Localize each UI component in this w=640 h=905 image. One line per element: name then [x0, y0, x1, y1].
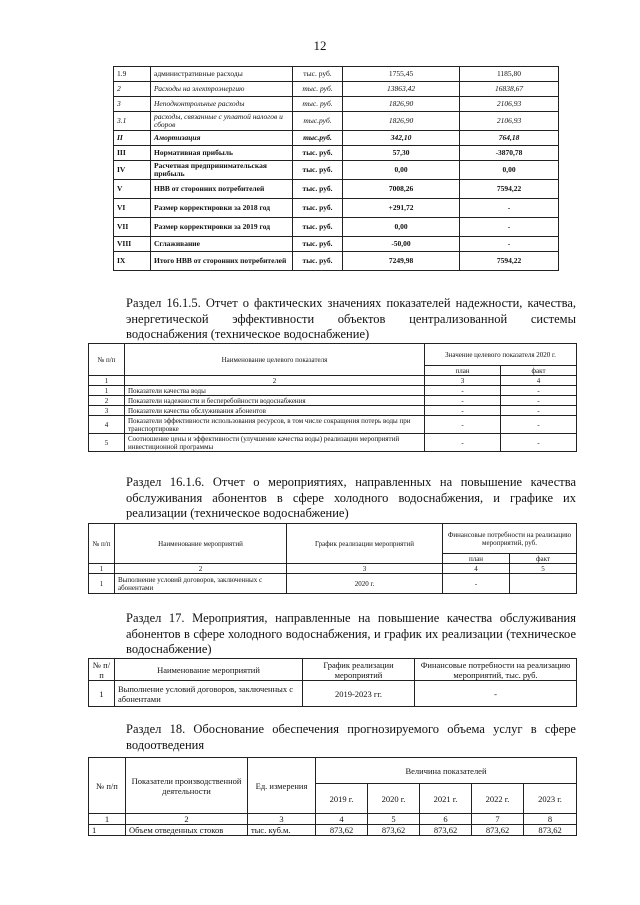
cell-name: Неподконтрольные расходы: [151, 97, 293, 112]
index-cell: 5: [368, 814, 420, 825]
index-cell: 3: [248, 814, 316, 825]
cell-name: Соотношение цены и эффективности (улучшение качества воды) реализации мероприятий инвестиционной программы: [125, 434, 425, 452]
index-cell: 2: [115, 564, 287, 574]
row-plan: -: [443, 574, 510, 594]
table-row: [114, 218, 559, 237]
index-cell: 4: [501, 376, 577, 386]
row-name: Выполнение условий договоров, заключенных с абонентами: [115, 681, 303, 707]
cell-num: 2: [114, 82, 151, 97]
cell-v2: 764,18: [460, 131, 559, 146]
table-row: [114, 131, 559, 146]
header-schedule: График реализации мероприятий: [303, 659, 415, 681]
cell-v2: 0,00: [460, 161, 559, 180]
row-value: 873,62: [368, 825, 420, 836]
index-cell: 3: [425, 376, 501, 386]
table-row: [114, 67, 559, 82]
index-cell: 2: [125, 376, 425, 386]
header-name: Показатели производственной деятельности: [126, 758, 248, 814]
cell-v1: 0,00: [343, 161, 460, 180]
section-18-heading: Раздел 18. Обоснование обеспечения прогнозируемого объема услуг в сфере водоотведения: [126, 722, 576, 752]
row-num: 1: [89, 574, 115, 594]
cell-num: VI: [114, 199, 151, 218]
index-cell: 1: [89, 376, 125, 386]
cell-v1: 1826,90: [343, 112, 460, 131]
cell-plan: -: [425, 396, 501, 406]
index-cell: 2: [126, 814, 248, 825]
row-value: 873,62: [316, 825, 368, 836]
page-number: 12: [313, 38, 327, 53]
row-value: 873,62: [524, 825, 577, 836]
cell-v2: 1185,80: [460, 67, 559, 82]
cell-v2: -: [460, 199, 559, 218]
table-row: [114, 146, 559, 161]
index-cell: 8: [524, 814, 577, 825]
cell-num: 3: [114, 97, 151, 112]
cell-unit: тыс. руб.: [293, 180, 343, 199]
table-row: [114, 112, 559, 131]
cell-unit: тыс. руб.: [293, 146, 343, 161]
cell-v1: +291,72: [343, 199, 460, 218]
header-unit: Ед. измерения: [248, 758, 316, 814]
section-16-1-6-table: [88, 523, 577, 594]
cell-plan: -: [425, 416, 501, 434]
cell-fact: -: [501, 434, 577, 452]
index-cell: 4: [316, 814, 368, 825]
cell-unit: тыс. руб.: [293, 199, 343, 218]
header-name: Наименование мероприятий: [115, 659, 303, 681]
cell-num: VIII: [114, 237, 151, 252]
index-cell: 6: [420, 814, 472, 825]
table-row: [89, 396, 577, 406]
row-fin: -: [415, 681, 577, 707]
cell-num: II: [114, 131, 151, 146]
cell-name: Показатели качества обслуживания абонентов: [125, 406, 425, 416]
year-cell: 2020 г.: [368, 784, 420, 814]
cell-v2: 7594,22: [460, 252, 559, 271]
row-fact: [510, 574, 577, 594]
table-row: [114, 237, 559, 252]
index-cell: 1: [89, 814, 126, 825]
cell-name: Показатели качества воды: [125, 386, 425, 396]
cell-name: Расходы на электроэнергию: [151, 82, 293, 97]
cell-unit: тыс. руб.: [293, 161, 343, 180]
section-17-heading: Раздел 17. Мероприятия, направленные на повышение качества обслуживания абонентов в сфере холодного водоснабжения, и график их реализации (техническое водоснабжение): [126, 611, 576, 656]
index-cell: 5: [510, 564, 577, 574]
cell-name: НВВ от сторонних потребителей: [151, 180, 293, 199]
cell-unit: тыс.руб.: [293, 112, 343, 131]
cell-v1: 57,30: [343, 146, 460, 161]
cell-fact: -: [501, 396, 577, 406]
cell-fact: -: [501, 386, 577, 396]
header-name: Наименование мероприятий: [115, 524, 287, 564]
header-fact: факт: [501, 366, 577, 376]
year-cell: 2023 г.: [524, 784, 577, 814]
table-row: [114, 161, 559, 180]
cell-v2: 2106,93: [460, 97, 559, 112]
cell-num: 2: [89, 396, 125, 406]
row-schedule: 2019-2023 гг.: [303, 681, 415, 707]
table-row: [89, 386, 577, 396]
header-values: Величина показателей: [316, 758, 577, 784]
cell-name: Расчетная предпринимательская прибыль: [151, 161, 293, 180]
year-cell: 2022 г.: [472, 784, 524, 814]
cell-v1: 342,10: [343, 131, 460, 146]
cell-plan: -: [425, 434, 501, 452]
header-fin: Финансовые потребности на реализацию мероприятий, руб.: [443, 524, 577, 554]
financial-table: [113, 66, 559, 271]
row-num: 1: [89, 681, 115, 707]
table-row: [114, 252, 559, 271]
cell-v1: 1826,90: [343, 97, 460, 112]
cell-num: 3: [89, 406, 125, 416]
cell-v1: 7249,98: [343, 252, 460, 271]
cell-num: IV: [114, 161, 151, 180]
cell-name: Показатели надежности и бесперебойности водоснабжения: [125, 396, 425, 406]
index-cell: 3: [287, 564, 443, 574]
cell-num: III: [114, 146, 151, 161]
table-row: [89, 416, 577, 434]
cell-name: Размер корректировки за 2018 год: [151, 199, 293, 218]
year-cell: 2021 г.: [420, 784, 472, 814]
section-17-table: [88, 658, 577, 707]
header-name: Наименование целевого показателя: [125, 344, 425, 376]
row-name: Выполнение условий договоров, заключенных с абонентами: [115, 574, 287, 594]
cell-plan: -: [425, 406, 501, 416]
header-num: № п/п: [89, 659, 115, 681]
header-num: № п/п: [89, 524, 115, 564]
index-cell: 7: [472, 814, 524, 825]
cell-num: VII: [114, 218, 151, 237]
cell-v1: 7008,26: [343, 180, 460, 199]
cell-v2: 16838,67: [460, 82, 559, 97]
cell-name: Итого НВВ от сторонних потребителей: [151, 252, 293, 271]
row-name: Объем отведенных стоков: [126, 825, 248, 836]
cell-num: 3.1: [114, 112, 151, 131]
table-row: [89, 434, 577, 452]
cell-v2: -: [460, 218, 559, 237]
row-num: 1: [89, 825, 126, 836]
cell-name: Показатели эффективности использования ресурсов, в том числе сокращения потерь воды при транспортировке: [125, 416, 425, 434]
index-cell: 1: [89, 564, 115, 574]
header-num: № п/п: [89, 344, 125, 376]
table-row: [89, 406, 577, 416]
cell-unit: тыс. руб.: [293, 218, 343, 237]
cell-v2: 2106,93: [460, 112, 559, 131]
cell-v2: -: [460, 237, 559, 252]
cell-name: административные расходы: [151, 67, 293, 82]
cell-name: расходы, связанные с уплатой налогов и сборов: [151, 112, 293, 131]
section-16-1-5-table: [88, 343, 577, 452]
cell-name: Амортизация: [151, 131, 293, 146]
cell-fact: -: [501, 406, 577, 416]
cell-num: IX: [114, 252, 151, 271]
cell-v1: 1755,45: [343, 67, 460, 82]
row-schedule: 2020 г.: [287, 574, 443, 594]
cell-name: Сглаживание: [151, 237, 293, 252]
cell-v2: 7594,22: [460, 180, 559, 199]
cell-name: Нормативная прибыль: [151, 146, 293, 161]
cell-unit: тыс.руб.: [293, 131, 343, 146]
header-plan: план: [443, 554, 510, 564]
cell-v1: -50,00: [343, 237, 460, 252]
table-row: [114, 199, 559, 218]
year-cell: 2019 г.: [316, 784, 368, 814]
cell-v1: 0,00: [343, 218, 460, 237]
cell-num: 4: [89, 416, 125, 434]
table-row: [114, 180, 559, 199]
cell-unit: тыс. руб.: [293, 237, 343, 252]
cell-num: 5: [89, 434, 125, 452]
row-value: 873,62: [420, 825, 472, 836]
row-unit: тыс. куб.м.: [248, 825, 316, 836]
index-cell: 4: [443, 564, 510, 574]
section-18-table: [88, 757, 577, 836]
table-row: [114, 97, 559, 112]
cell-num: V: [114, 180, 151, 199]
cell-num: 1.9: [114, 67, 151, 82]
section-16-1-6-heading: Раздел 16.1.6. Отчет о мероприятиях, направленных на повышение качества обслуживания абонентов в сфере холодного водоснабжения, и графике их реализации (техническое водоснабжение): [126, 475, 576, 520]
row-value: 873,62: [472, 825, 524, 836]
cell-unit: тыс. руб.: [293, 82, 343, 97]
cell-unit: тыс. руб.: [293, 97, 343, 112]
header-plan: план: [425, 366, 501, 376]
cell-v1: 13863,42: [343, 82, 460, 97]
cell-unit: тыс. руб.: [293, 252, 343, 271]
table-row: [114, 82, 559, 97]
cell-plan: -: [425, 386, 501, 396]
cell-num: 1: [89, 386, 125, 396]
header-value: Значение целевого показателя 2020 г.: [425, 344, 577, 366]
header-fin: Финансовые потребности на реализацию мероприятий, тыс. руб.: [415, 659, 577, 681]
header-fact: факт: [510, 554, 577, 564]
cell-fact: -: [501, 416, 577, 434]
header-schedule: График реализации мероприятий: [287, 524, 443, 564]
cell-unit: тыс. руб.: [293, 67, 343, 82]
header-num: № п/п: [89, 758, 126, 814]
cell-v2: -3870,78: [460, 146, 559, 161]
section-16-1-5-heading: Раздел 16.1.5. Отчет о фактических значениях показателей надежности, качества, энергетической эффективности объектов централизованной системы водоснабжения (техническое водоснабжение): [126, 296, 576, 341]
cell-name: Размер корректировки за 2019 год: [151, 218, 293, 237]
